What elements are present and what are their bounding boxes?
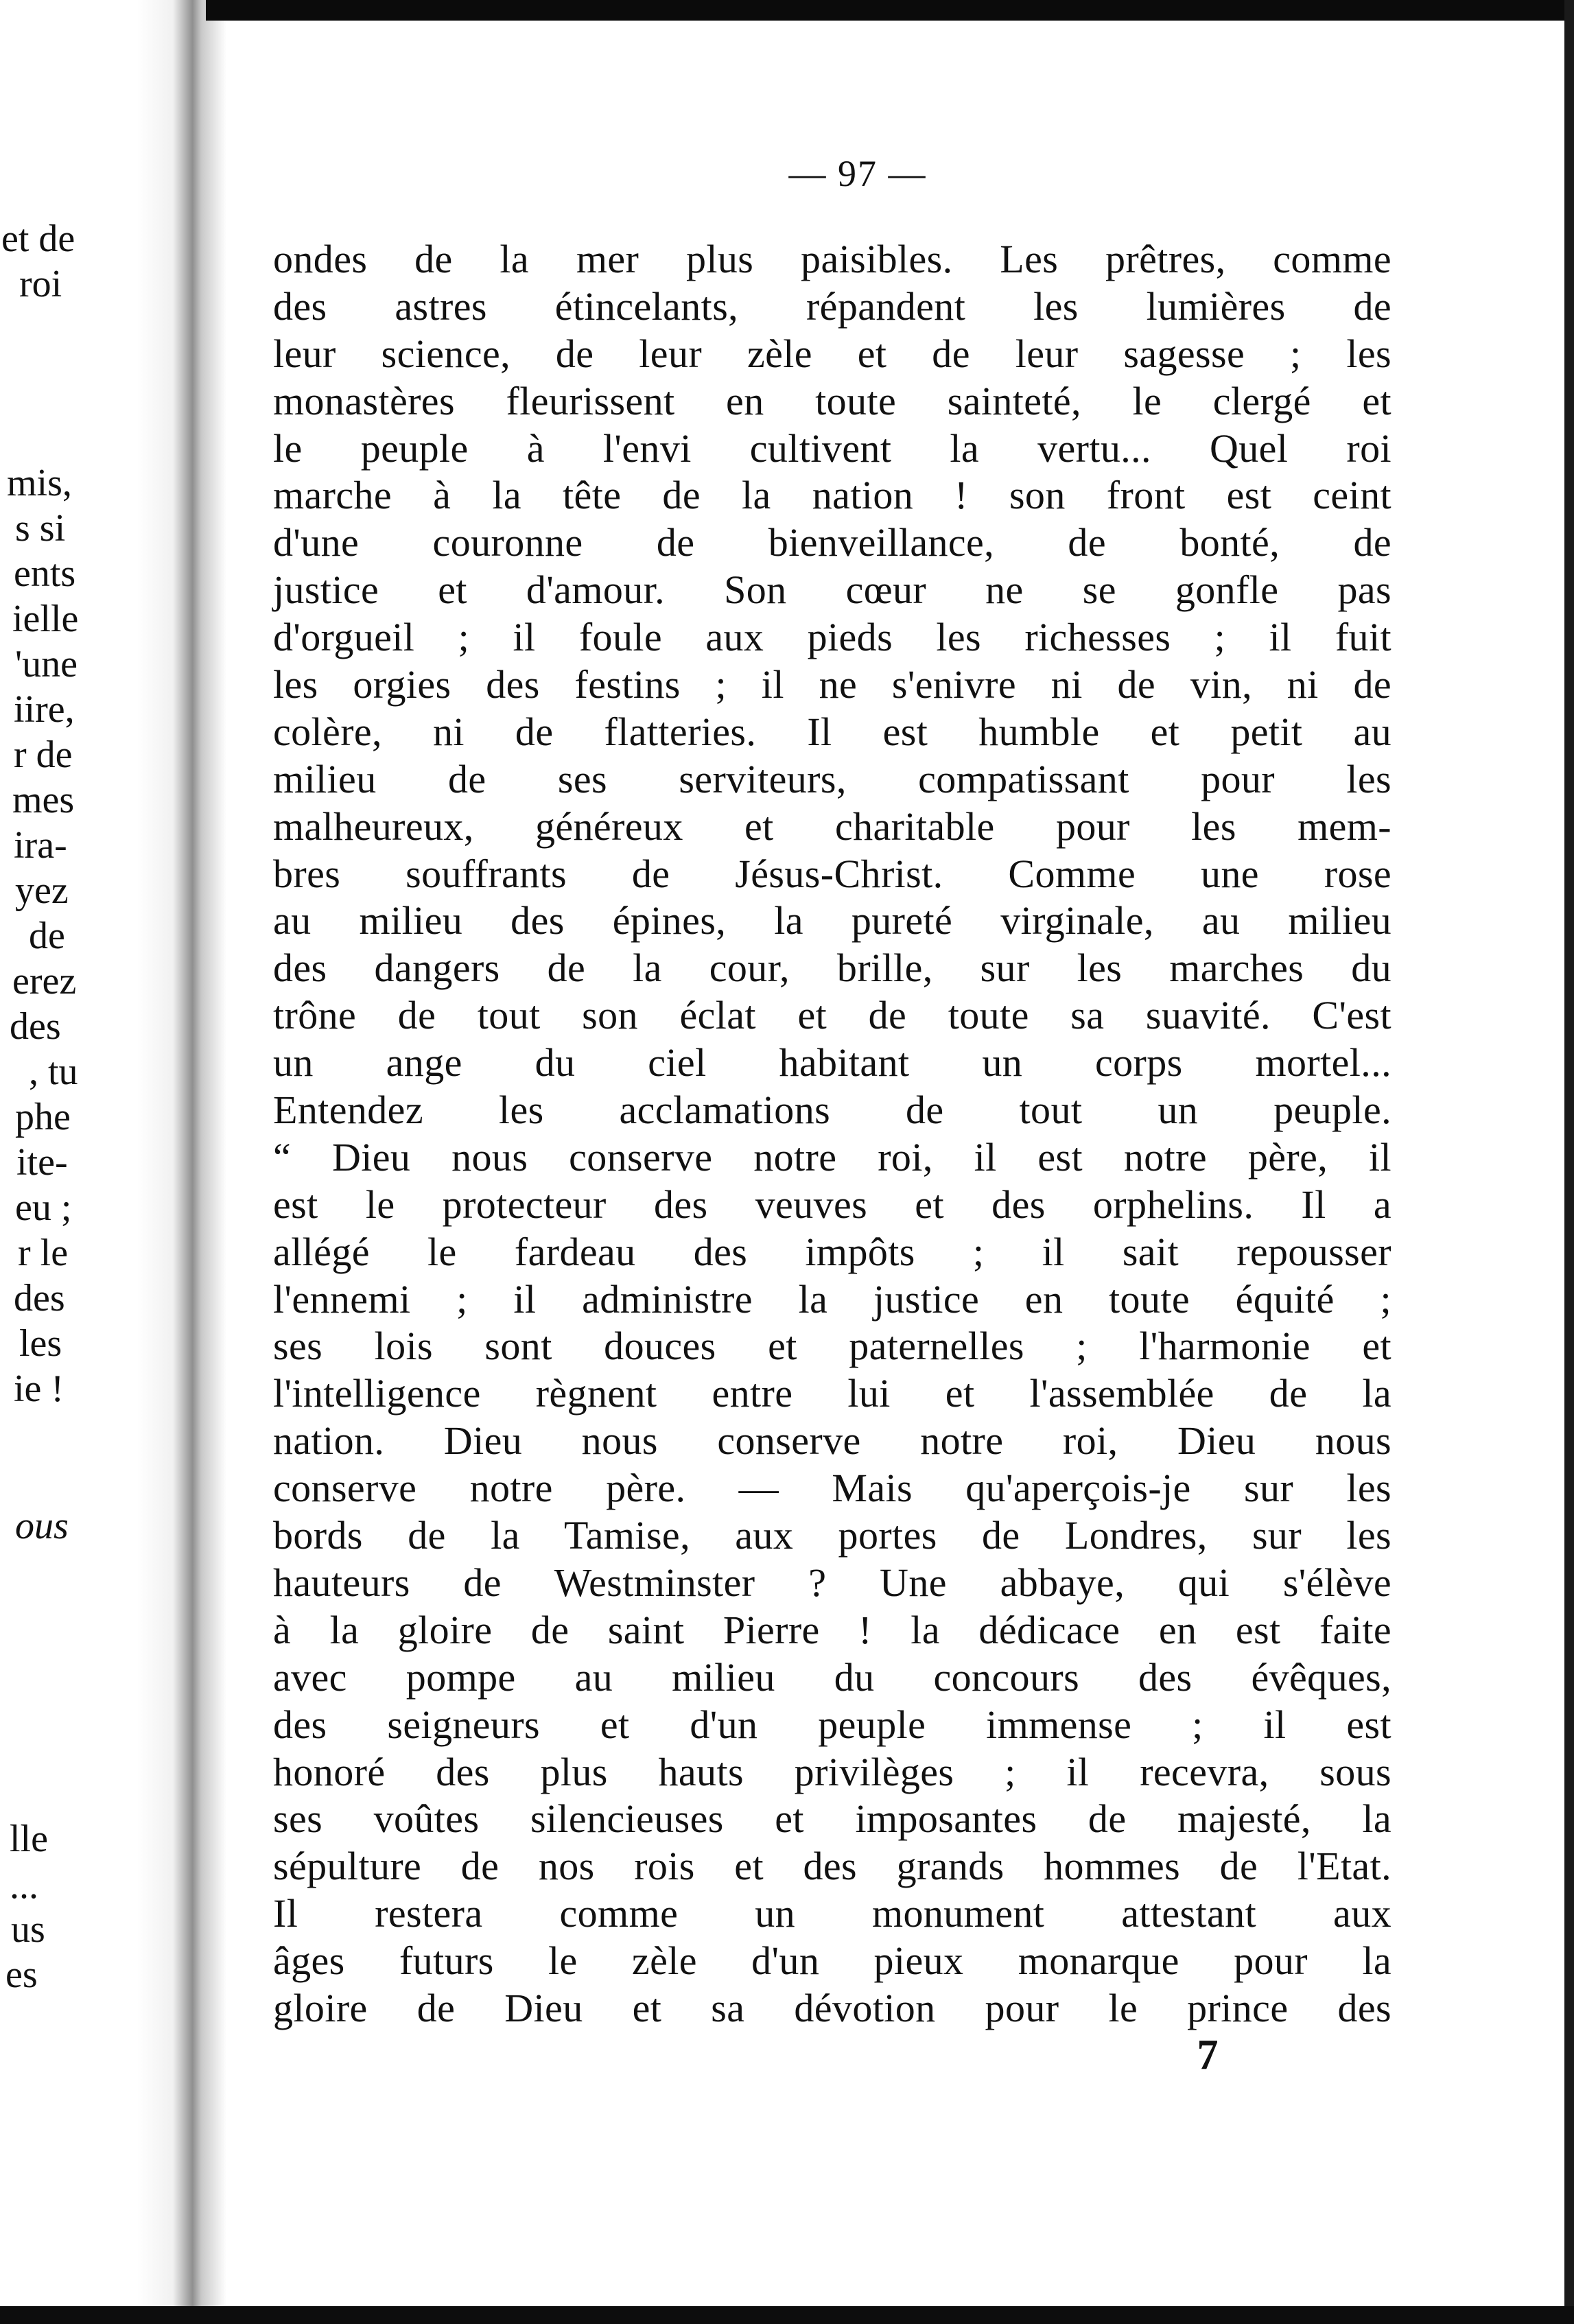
facing-page-text: [0, 0, 137, 2324]
scan-edge-right: [1564, 0, 1574, 2324]
body-text: [273, 236, 1391, 2032]
facing-line: iire,: [14, 688, 75, 731]
facing-line: yez: [15, 869, 69, 912]
facing-line: es: [5, 1953, 38, 1996]
text-line: “ Dieu nous conserve notre roi, il est notre père, il: [273, 1134, 1391, 1179]
text-line: des astres étincelants, répandent les lumières de: [273, 283, 1391, 329]
facing-line: des: [10, 1005, 61, 1048]
text-line: au milieu des épines, la pureté virginale, au milieu: [273, 898, 1391, 943]
text-line: avec pompe au milieu du concours des évêques,: [273, 1654, 1391, 1700]
facing-line: phe: [15, 1096, 71, 1138]
facing-line: s si: [15, 507, 66, 550]
text-line: Entendez les acclamations de tout un peuple.: [273, 1088, 1391, 1133]
text-line: ses lois sont douces et paternelles ; l'harmonie et: [273, 1324, 1391, 1369]
scan-edge-top: [206, 0, 1574, 21]
text-line: âges futurs le zèle d'un pieux monarque pour la: [273, 1938, 1391, 1984]
facing-line: ...: [10, 1864, 38, 1907]
text-line: justice et d'amour. Son cœur ne se gonfle pas: [273, 567, 1391, 613]
facing-line: mes: [12, 779, 75, 821]
text-line: ondes de la mer plus paisibles. Les prêtres, comme: [273, 237, 1391, 281]
text-line: à la gloire de saint Pierre ! la dédicace en est faite: [273, 1607, 1391, 1652]
text-line: d'une couronne de bienveillance, de bonté, de: [273, 520, 1391, 565]
text-line: des seigneurs et d'un peuple immense ; il est: [273, 1702, 1391, 1747]
facing-line: us: [11, 1908, 45, 1951]
facing-line: mis,: [7, 462, 72, 504]
facing-line: r de: [14, 733, 73, 776]
text-line: des dangers de la cour, brille, sur les marches du: [273, 946, 1391, 991]
facing-line: r le: [18, 1232, 69, 1274]
text-line: leur science, de leur zèle et de leur sagesse ; les: [273, 331, 1391, 376]
book-gutter: [137, 0, 226, 2324]
facing-line: et de: [1, 218, 75, 260]
facing-line: de: [29, 915, 65, 957]
facing-line: ielle: [12, 598, 79, 640]
facing-line: eu ;: [15, 1186, 72, 1229]
text-line: trône de tout son éclat et de toute sa suavité. C'est: [273, 993, 1391, 1038]
text-line: un ange du ciel habitant un corps mortel...: [273, 1040, 1391, 1085]
facing-line: erez: [12, 960, 77, 1002]
facing-line: 'une: [15, 643, 78, 685]
text-line: l'intelligence règnent entre lui et l'assemblée de la: [273, 1371, 1391, 1416]
facing-line: des: [14, 1277, 65, 1319]
text-line: nation. Dieu nous conserve notre roi, Dieu nous: [273, 1418, 1391, 1464]
text-line: bords de la Tamise, aux portes de Londres, sur les: [273, 1513, 1391, 1558]
text-line: milieu de ses serviteurs, compatissant pour les: [273, 756, 1391, 801]
facing-line: ous: [15, 1505, 69, 1547]
text-line: le peuple à l'envi cultivent la vertu... Quel roi: [273, 425, 1391, 471]
text-line: sépulture de nos rois et des grands hommes de l'Etat.: [273, 1844, 1391, 1889]
facing-line: ite-: [16, 1141, 68, 1184]
text-line: hauteurs de Westminster ? Une abbaye, qui s'élève: [273, 1560, 1391, 1605]
text-line: monastères fleurissent en toute sainteté, le clergé et: [273, 378, 1391, 423]
facing-line: roi: [19, 263, 62, 305]
page-number: — 97 —: [788, 153, 927, 194]
text-line: ses voûtes silencieuses et imposantes de majesté, la: [273, 1796, 1391, 1842]
text-line: les orgies des festins ; il ne s'enivre ni de vin, ni de: [273, 662, 1391, 707]
text-line: l'ennemi ; il administre la justice en toute équité ;: [273, 1276, 1391, 1322]
scan-edge-bottom: [0, 2306, 1574, 2324]
text-line: honoré des plus hauts privilèges ; il recevra, sous: [273, 1749, 1391, 1794]
text-line: conserve notre père. — Mais qu'aperçois-je sur les: [273, 1466, 1391, 1511]
text-line: marche à la tête de la nation ! son front est ceint: [273, 473, 1391, 518]
text-line: d'orgueil ; il foule aux pieds les richesses ; il fuit: [273, 615, 1391, 660]
text-line: malheureux, généreux et charitable pour les mem-: [273, 803, 1391, 849]
text-line: colère, ni de flatteries. Il est humble et petit au: [273, 709, 1391, 754]
facing-line: les: [19, 1322, 62, 1365]
facing-line: ira-: [14, 824, 67, 867]
text-line: gloire de Dieu et sa dévotion pour le prince des: [273, 1985, 1391, 2030]
text-line: Il restera comme un monument attestant aux: [273, 1891, 1391, 1936]
text-line: est le protecteur des veuves et des orphelins. Il a: [273, 1182, 1391, 1227]
signature-mark: 7: [1197, 2032, 1219, 2078]
facing-line: , tu: [29, 1051, 78, 1093]
facing-line: lle: [10, 1818, 48, 1860]
text-line: bres souffrants de Jésus-Christ. Comme une rose: [273, 851, 1391, 896]
facing-line: ie !: [14, 1368, 64, 1410]
facing-line: ents: [14, 552, 76, 595]
text-line: allégé le fardeau des impôts ; il sait repousser: [273, 1229, 1391, 1274]
